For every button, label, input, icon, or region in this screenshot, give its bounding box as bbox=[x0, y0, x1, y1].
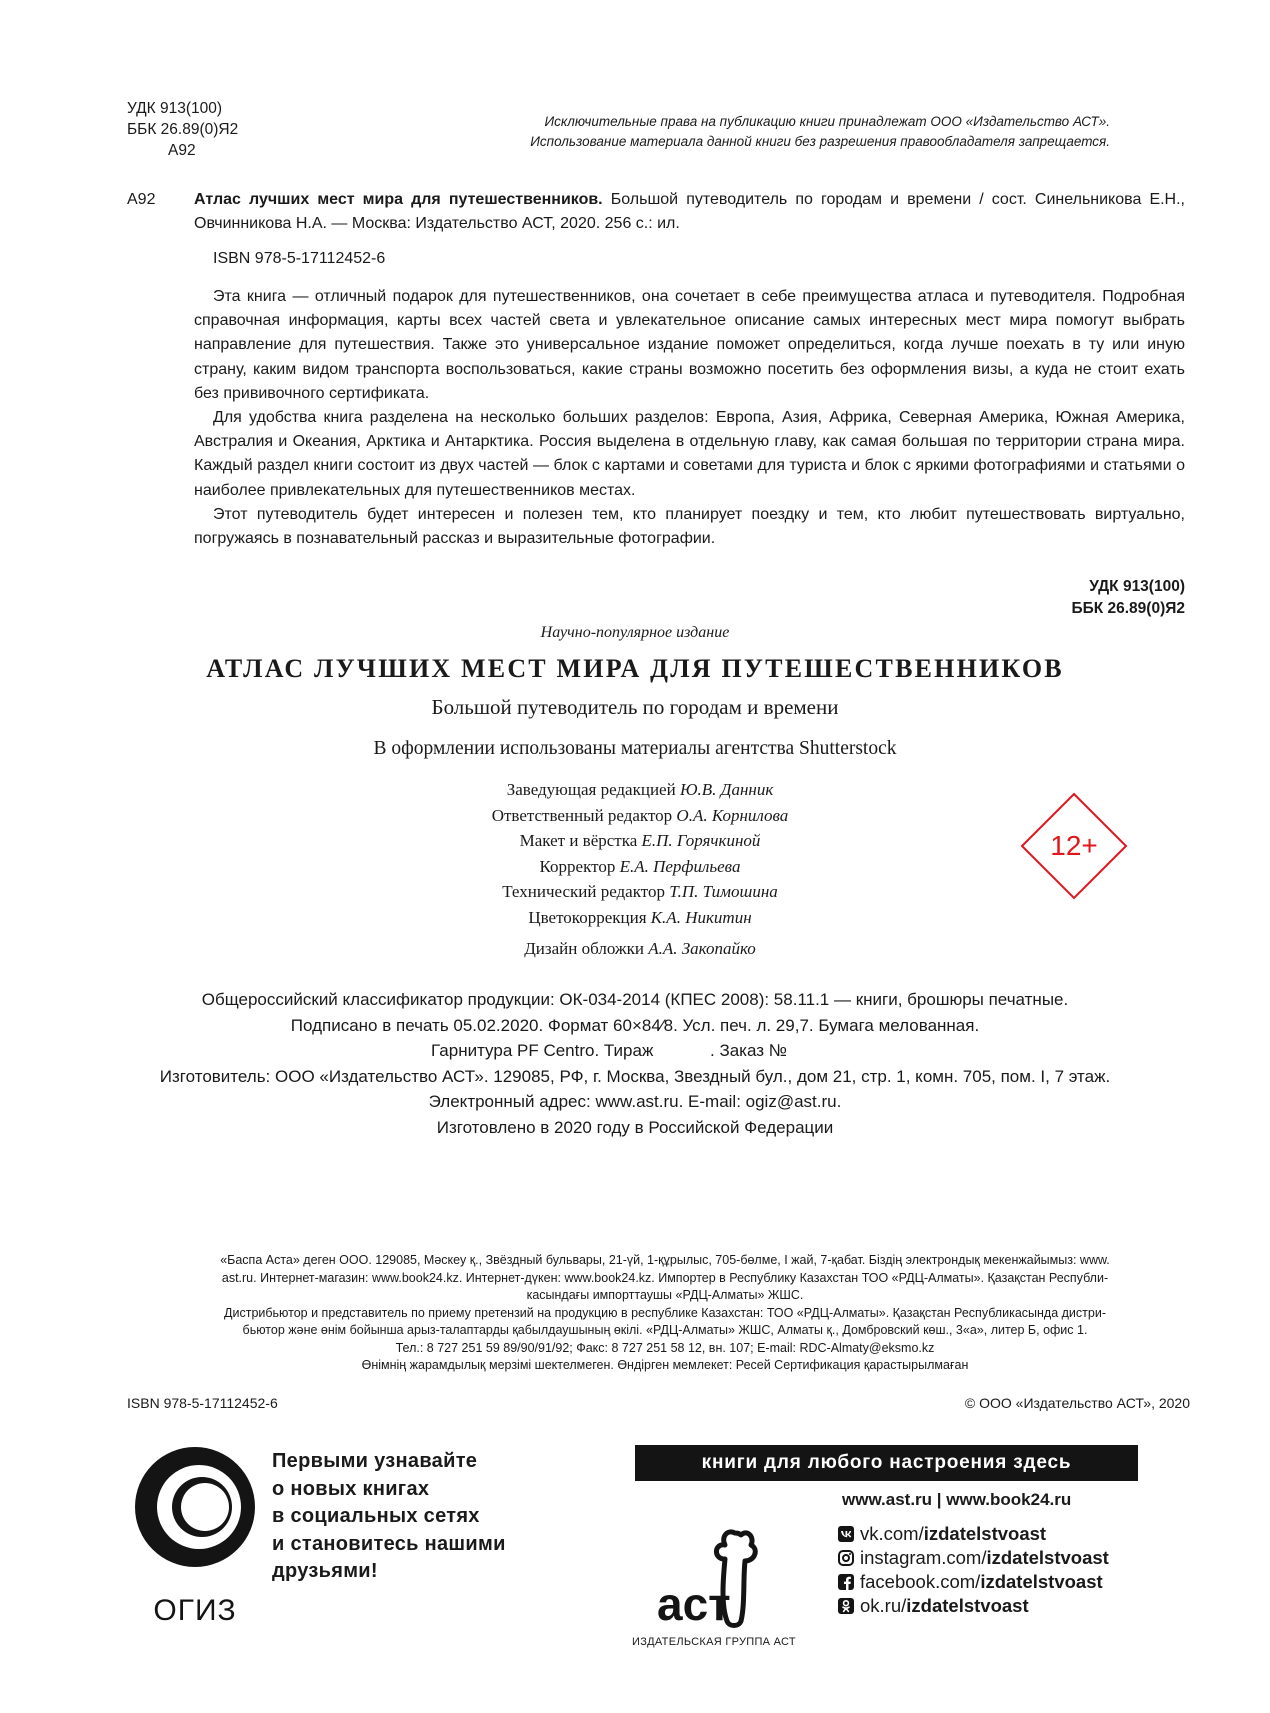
promo-line: и становитесь нашими bbox=[272, 1532, 506, 1555]
rights-line-1: Исключительные права на публикацию книги принадлежат ООО «Издательство АСТ». bbox=[544, 114, 1110, 129]
promo-line: друзьями! bbox=[272, 1560, 378, 1582]
social-handle: izdatelstvoast bbox=[906, 1595, 1029, 1616]
ogiz-logo-center bbox=[181, 1483, 229, 1531]
ogiz-logo bbox=[130, 1442, 260, 1632]
udk-code-bottom: УДК 913(100) bbox=[1089, 578, 1185, 595]
classification-codes bbox=[127, 98, 238, 161]
biblio-title: Атлас лучших мест мира для путешественников. bbox=[194, 191, 603, 208]
annotation-paragraph: Эта книга — отличный подарок для путешественников, она сочетает в себе преимущества атласа и путеводителя. Подробная справочная информация, карты всех частей света и увлекательное описание самых интересных мест мира помогут выбрать направление для путешествия. Также это универсальное издание поможет определиться, когда лучше поехать в ту или иную страну, каким видом транспорта воспользоваться, какие страны возможно посетить без оформления визы, а куда не стоит ехать без прививочного сертификата. bbox=[194, 288, 1185, 402]
staff-role: Корректор bbox=[539, 856, 620, 876]
kz-line: бьютор және өнім бойынша арыз-талаптарды қабылдаушының өкілі. «РДЦ-Алматы» ЖШС, Алматы қ., Домбровский көш., 3«а», литер Б, офис 1. bbox=[242, 1323, 1088, 1337]
staff-name: Е.А. Перфильева bbox=[619, 856, 741, 876]
copyright: © ООО «Издательство АСТ», 2020 bbox=[964, 1395, 1190, 1411]
bibliographic-description bbox=[127, 188, 1185, 236]
cover-designer-row bbox=[380, 936, 900, 962]
bbk-code: ББК 26.89(0)Я2 bbox=[127, 121, 239, 138]
promo-line: в социальных сетях bbox=[272, 1505, 480, 1527]
ast-caption: ИЗДАТЕЛЬСКАЯ ГРУППА АСТ bbox=[632, 1636, 796, 1648]
ast-logo-text: аст bbox=[657, 1578, 731, 1630]
kz-line: ast.ru. Интернет-магазин: www.book24.kz. Интернет-дүкен: www.book24.kz. Импортер в Республику Казахстан ТОО «РДЦ-Алматы». Қазақстан Республи- bbox=[221, 1270, 1109, 1285]
social-handle: izdatelstvoast bbox=[986, 1547, 1109, 1568]
promo-banner: книги для любого настроения здесь bbox=[635, 1445, 1138, 1481]
staff-row bbox=[380, 905, 900, 931]
ogiz-logo-text: ОГИЗ bbox=[153, 1594, 237, 1627]
biblio-code: А92 bbox=[127, 191, 156, 208]
age-rating-badge bbox=[1020, 792, 1128, 900]
staff-name: Т.П. Тимошина bbox=[669, 882, 778, 901]
biblio-rest: Большой путеводитель по городам и времени / сост. Синельникова Е.Н., Овчинникова Н.А. — Москва: Издательство АСТ, 2020. 256 с.: ил. bbox=[194, 191, 1186, 232]
biblio-text bbox=[194, 188, 1185, 236]
annotation bbox=[194, 285, 1185, 551]
rights-notice bbox=[390, 112, 1110, 152]
websites[interactable]: www.ast.ru | www.book24.ru bbox=[842, 1490, 1072, 1509]
staff-row bbox=[380, 828, 900, 854]
age-rating-text: 12+ bbox=[1050, 830, 1098, 861]
production-line: Изготовлено в 2020 году в Российской Федерации bbox=[436, 1117, 834, 1137]
staff-row bbox=[380, 777, 900, 803]
instagram-icon bbox=[838, 1550, 854, 1566]
staff-name: К.А. Никитин bbox=[650, 907, 752, 927]
social-prefix: facebook.com/ bbox=[860, 1571, 981, 1592]
rights-line-2: Использование материала данной книги без разрешения правообладателя запрещается. bbox=[530, 134, 1110, 149]
staff-role: Ответственный редактор bbox=[491, 805, 677, 825]
social-handle: izdatelstvoast bbox=[980, 1571, 1103, 1592]
social-links bbox=[838, 1522, 1109, 1618]
production-line: Гарнитура PF Centro. Тираж . Заказ № bbox=[431, 1041, 839, 1060]
design-note: В оформлении использованы материалы агентства Shutterstock bbox=[373, 738, 897, 759]
social-prefix: ok.ru/ bbox=[860, 1595, 907, 1616]
ast-logo bbox=[655, 1525, 785, 1630]
staff-role: Цветокоррекция bbox=[528, 907, 651, 927]
staff-list bbox=[380, 777, 900, 962]
kz-line: Дистрибьютор и представитель по приему претензий на продукцию в республике Казахстан: ТОО «РДЦ-Алматы». Қазақстан Республикасында дистри- bbox=[224, 1305, 1106, 1320]
staff-role: Макет и вёрстка bbox=[519, 831, 642, 850]
classification-codes-bottom bbox=[1071, 576, 1185, 620]
staff-row bbox=[380, 854, 900, 880]
staff-name: Е.П. Горячкиной bbox=[641, 831, 761, 850]
kazakhstan-info bbox=[120, 1252, 1210, 1375]
staff-name: О.А. Корнилова bbox=[676, 805, 789, 825]
book-title: АТЛАС ЛУЧШИХ МЕСТ МИРА ДЛЯ ПУТЕШЕСТВЕННИКОВ bbox=[206, 654, 1064, 683]
social-link-vk[interactable] bbox=[838, 1522, 1109, 1546]
ok-icon bbox=[838, 1598, 854, 1614]
staff-role: Заведующая редакцией bbox=[506, 780, 680, 799]
staff-row bbox=[380, 879, 900, 905]
staff-role: Технический редактор bbox=[502, 882, 670, 901]
production-info bbox=[0, 987, 1270, 1140]
social-link-ok[interactable] bbox=[838, 1594, 1109, 1618]
staff-role: Дизайн обложки bbox=[524, 939, 649, 958]
promo-line: о новых книгах bbox=[272, 1477, 430, 1500]
annotation-paragraph: Для удобства книга разделена на несколько больших разделов: Европа, Азия, Африка, Северная Америка, Южная Америка, Австралия и Океания, Арктика и Антарктика. Россия выделена в отдельную главу, как самая большая по территории страна мира. Каждый раздел книги состоит из двух частей — блок с картами и советами для туриста и блок с яркими фотографиями и статьями о наиболее привлекательных для путешественников местах. bbox=[194, 409, 1185, 499]
social-link-facebook[interactable] bbox=[838, 1570, 1109, 1594]
annotation-paragraph: Этот путеводитель будет интересен и полезен тем, кто планирует поездку и тем, кто любит путешествовать виртуально, погружаясь в познавательный рассказ и выразительные фотографии. bbox=[194, 505, 1185, 548]
edition-type: Научно-популярное издание bbox=[540, 624, 730, 641]
production-line: Изготовитель: ООО «Издательство АСТ». 129085, РФ, г. Москва, Звездный бул., дом 21, стр. 1, комн. 705, пом. I, 7 этаж. bbox=[159, 1066, 1111, 1086]
facebook-icon bbox=[838, 1574, 854, 1590]
book-subtitle: Большой путеводитель по городам и времени bbox=[431, 695, 839, 719]
promo-text bbox=[272, 1448, 506, 1586]
udk-code: УДК 913(100) bbox=[127, 100, 223, 117]
production-line: Общероссийский классификатор продукции: ОК-034-2014 (КПЕС 2008): 58.11.1 — книги, брошюры печатные. bbox=[201, 990, 1069, 1009]
production-line: Подписано в печать 05.02.2020. Формат 60×84⁄8. Усл. печ. л. 29,7. Бумага мелованная. bbox=[290, 1015, 980, 1035]
social-prefix: instagram.com/ bbox=[860, 1547, 987, 1568]
social-prefix: vk.com/ bbox=[860, 1523, 924, 1544]
promo-line: Первыми узнавайте bbox=[272, 1450, 478, 1472]
staff-row bbox=[380, 803, 900, 829]
kz-line: касындағы импорттаушы «РДЦ-Алматы» ЖШС. bbox=[526, 1288, 804, 1302]
kz-line: Тел.: 8 727 251 59 89/90/91/92; Факс: 8 727 251 58 12, вн. 107; E-mail: RDC-Almaty@eksmo.kz bbox=[395, 1340, 935, 1355]
isbn-top: ISBN 978-5-17112452-6 bbox=[213, 250, 386, 267]
social-handle: izdatelstvoast bbox=[923, 1523, 1047, 1544]
author-mark: А92 bbox=[168, 142, 196, 159]
kz-line: «Баспа Аста» деген ООО. 129085, Мәскеу қ., Звёздный бульвары, 21-үй, 1-құрылыс, 705-бөлме, I жай, 7-қабат. Біздің электрондық мекенжайымыз: www. bbox=[220, 1253, 1110, 1267]
bbk-code-bottom: ББК 26.89(0)Я2 bbox=[1071, 600, 1185, 617]
vk-icon bbox=[838, 1526, 854, 1542]
staff-name: Ю.В. Данник bbox=[679, 780, 774, 799]
staff-name: А.А. Закопайко bbox=[648, 939, 756, 958]
production-line: Электронный адрес: www.ast.ru. E-mail: ogiz@ast.ru. bbox=[428, 1092, 842, 1111]
isbn-bottom: ISBN 978-5-17112452-6 bbox=[127, 1395, 278, 1411]
kz-line: Өнімнің жарамдылық мерзімі шектелмеген. Өндірген мемлекет: Ресей Сертификация қарастырылмаған bbox=[361, 1358, 969, 1372]
social-link-instagram[interactable] bbox=[838, 1546, 1109, 1570]
